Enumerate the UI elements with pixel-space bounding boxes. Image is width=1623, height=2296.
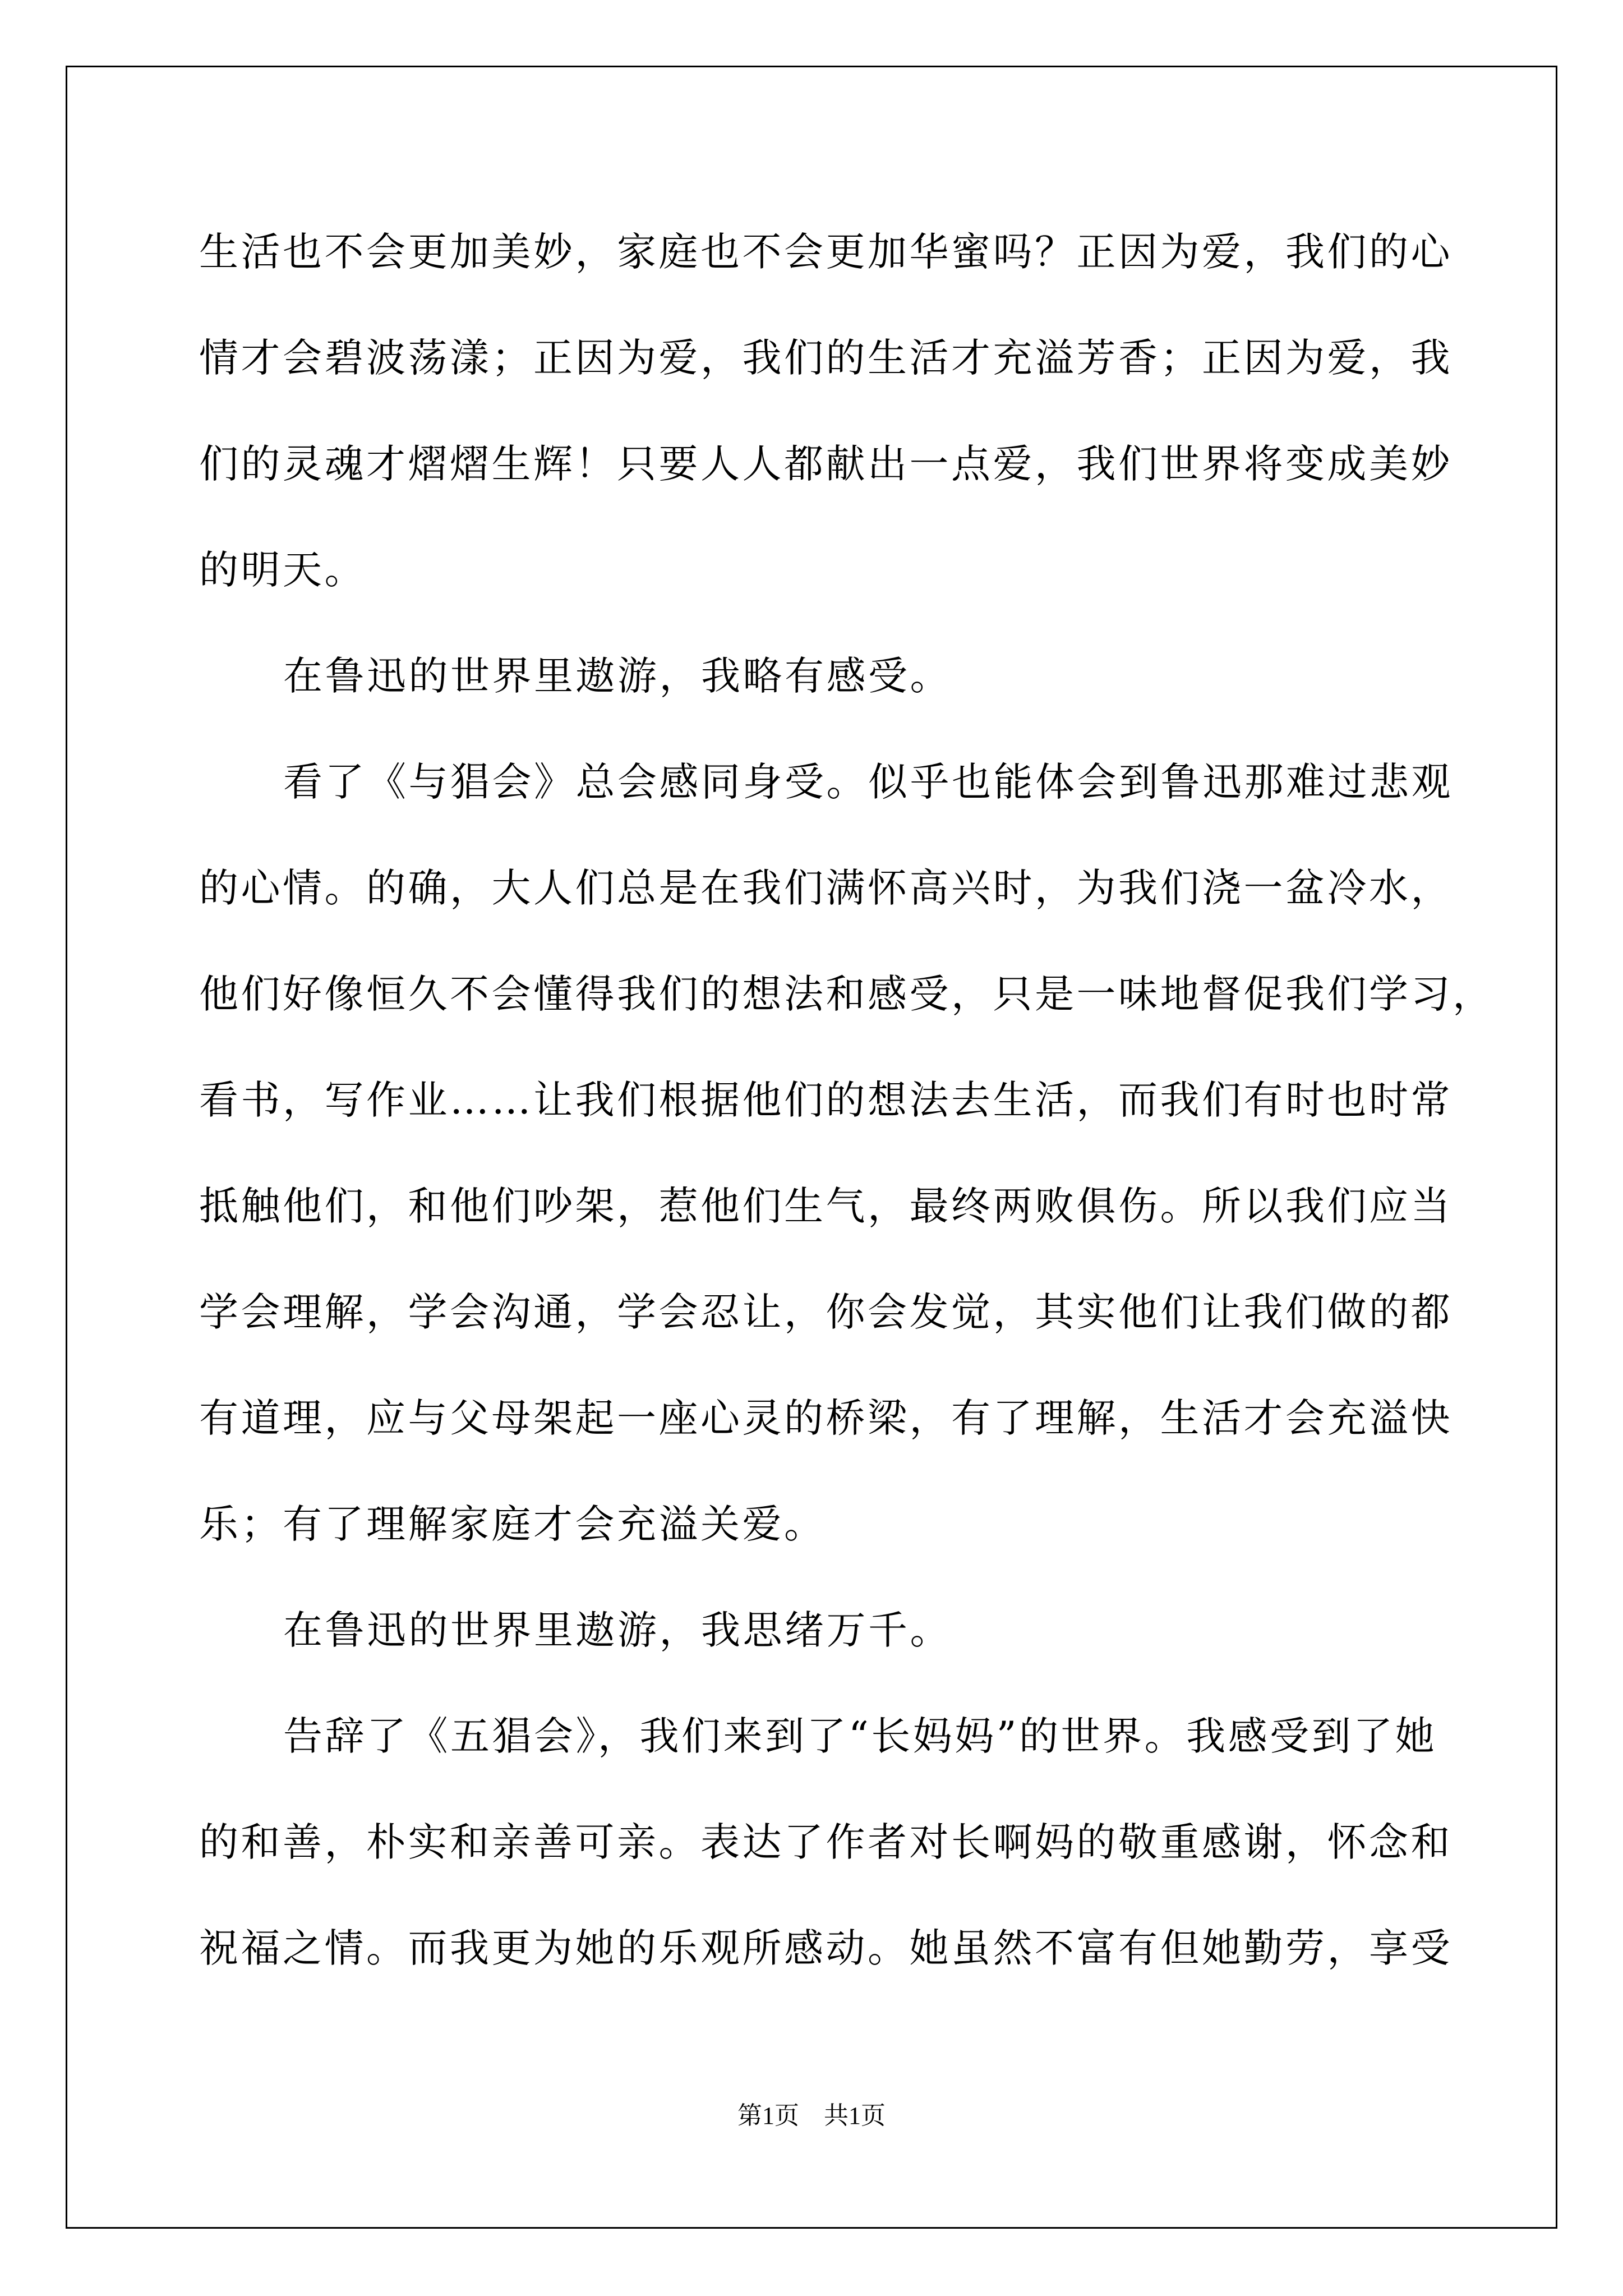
- text-line: 祝福之情。而我更为她的乐观所感动。她虽然不富有但她勤劳，享受: [199, 1925, 1453, 1971]
- text-line: 有道理，应与父母架起一座心灵的桥梁，有了理解，生活才会充溢快: [199, 1395, 1453, 1441]
- text-line: 看了《与猖会》总会感同身受。似乎也能体会到鲁迅那难过悲观: [283, 759, 1453, 805]
- text-line: 生活也不会更加美妙，家庭也不会更加华蜜吗？正因为爱，我们的心: [199, 229, 1453, 275]
- text-line: 在鲁迅的世界里遨游，我略有感受。: [283, 653, 952, 699]
- page-footer: 第1页 共1页: [737, 2102, 886, 2129]
- text-line: 的和善，朴实和亲善可亲。表达了作者对长啊妈的敬重感谢，怀念和: [199, 1819, 1453, 1865]
- text-line: 在鲁迅的世界里遨游，我思绪万千。: [283, 1607, 952, 1653]
- text-line: 的明天。: [199, 547, 366, 593]
- text-line: 他们好像恒久不会懂得我们的想法和感受，只是一味地督促我们学习，: [199, 971, 1495, 1017]
- text-line: 学会理解，学会沟通，学会忍让，你会发觉，其实他们让我们做的都: [199, 1289, 1453, 1335]
- text-line: 告辞了《五猖会》，我们来到了“长妈妈”的世界。我感受到了她: [283, 1713, 1437, 1759]
- text-line: 的心情。的确，大人们总是在我们满怀高兴时，为我们浇一盆冷水，: [199, 865, 1453, 911]
- text-line: 情才会碧波荡漾；正因为爱，我们的生活才充溢芳香；正因为爱，我: [199, 335, 1453, 381]
- page-border: [66, 66, 1557, 2229]
- text-line: 抵触他们，和他们吵架，惹他们生气，最终两败俱伤。所以我们应当: [199, 1183, 1453, 1229]
- text-line: 们的灵魂才熠熠生辉！只要人人都献出一点爱，我们世界将变成美妙: [199, 441, 1453, 487]
- text-line: 乐；有了理解家庭才会充溢关爱。: [199, 1501, 826, 1547]
- text-line: 看书，写作业……让我们根据他们的想法去生活，而我们有时也时常: [199, 1077, 1453, 1123]
